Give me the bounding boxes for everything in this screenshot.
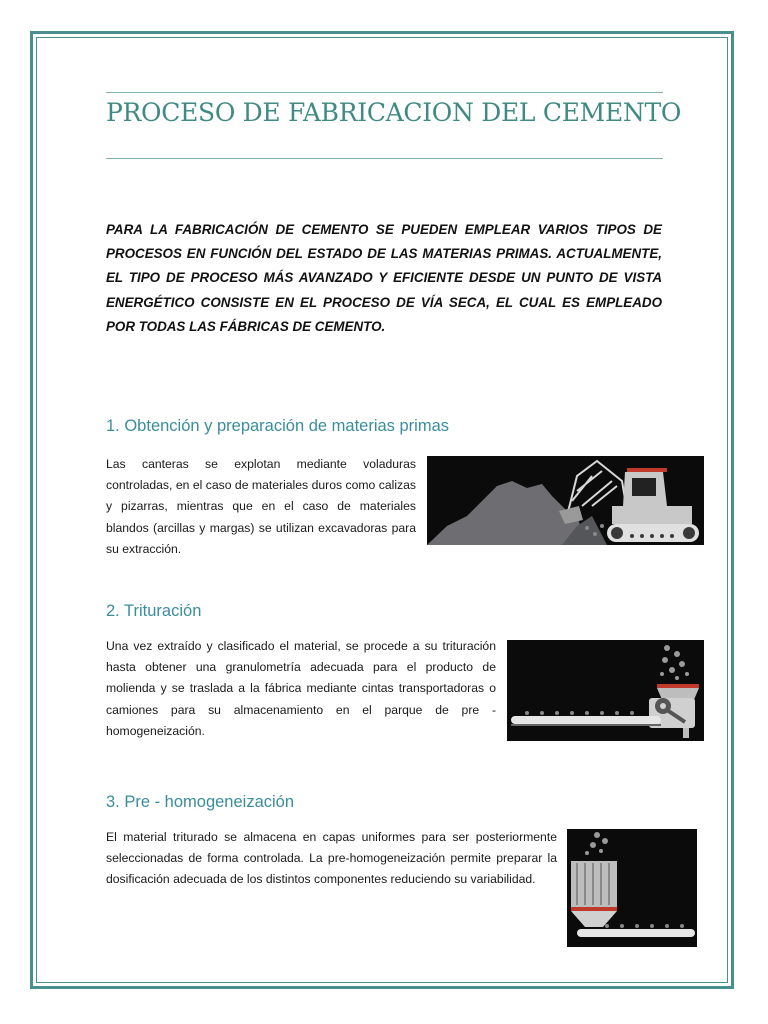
title-rule-top [106, 92, 663, 93]
crusher-illustration [507, 640, 704, 741]
section-text-1: Las canteras se explotan mediante voladuras controladas, en el caso de materiales duros como calizas y pizarras, mientras que en el caso de materiales blandos (arcillas y margas) se utilizan excavadoras para su extracción. [106, 457, 416, 556]
section-text-3: El material triturado se almacena en capas uniformes para ser posteriormente seleccionadas de forma controlada. La pre-homogeneización permite preparar la dosificación adecuada de los distintos componentes reduciendo su variabilidad. [106, 830, 557, 887]
section-heading-2: 2. Trituración [106, 602, 202, 620]
page-title: PROCESO DE FABRICACION DEL CEMENTO [106, 98, 682, 127]
section-heading-3: 3. Pre - homogeneización [106, 793, 295, 811]
excavator-illustration [427, 456, 704, 545]
title-rule-bottom [106, 158, 663, 159]
section-heading-1: 1. Obtención y preparación de materias primas [106, 417, 450, 435]
section-text-2: Una vez extraído y clasificado el material, se procede a su trituración hasta obtener una granulometría adecuada para el producto de molienda y se traslada a la fábrica mediante cintas transportadoras o camiones para su almacenamiento en el parque de pre - homogeneización. [106, 639, 496, 738]
intro-paragraph: PARA LA FABRICACIÓN DE CEMENTO SE PUEDEN EMPLEAR VARIOS TIPOS DE PROCESOS EN FUNCIÓN DEL ESTADO DE LAS MATERIAS PRIMAS. ACTUALMENTE, EL TIPO DE PROCESO MÁS AVANZADO Y EFICIENTE DESDE UN PUNTO DE VISTA ENERGÉTICO CONSISTE EN EL PROCESO DE VÍA SECA, EL CUAL ES EMPLEADO POR TODAS LAS FÁBRICAS DE CEMENTO. [106, 222, 662, 334]
silo-illustration [567, 829, 697, 947]
